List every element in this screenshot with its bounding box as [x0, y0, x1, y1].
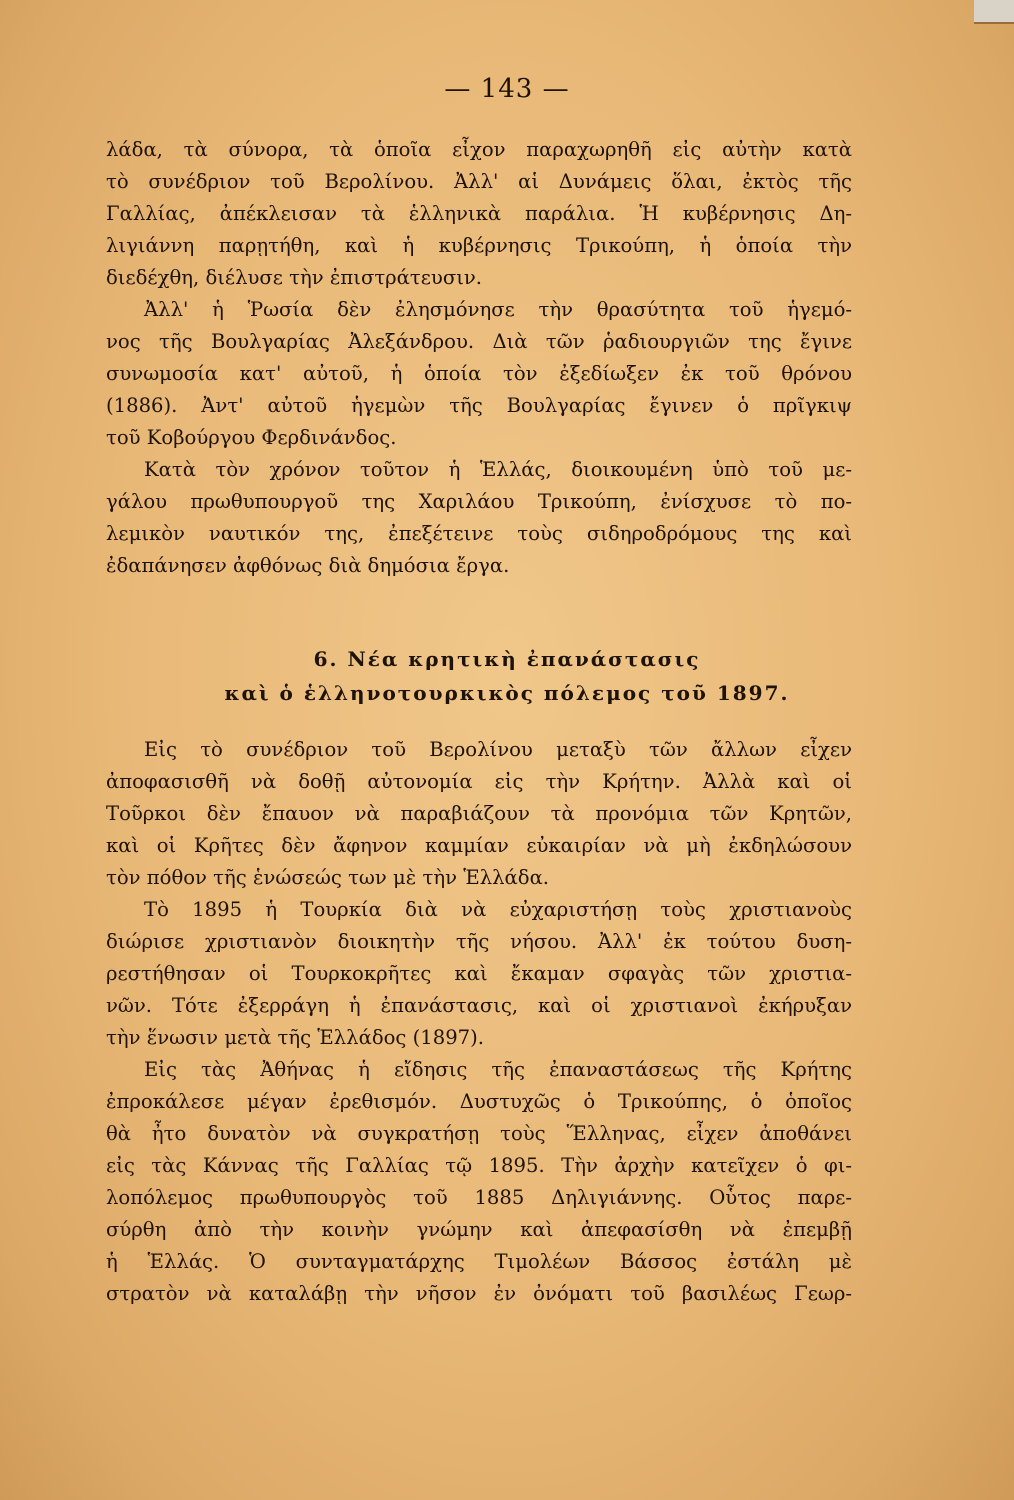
text-line: Κατὰ τὸν χρόνον τοῦτον ἡ Ἑλλάς, διοικουμένη ὑπὸ τοῦ με- [144, 458, 852, 481]
text-section-1 [106, 134, 852, 582]
text-line: Εἰς τὰς Ἀθήνας ἡ εἴδησις τῆς ἐπαναστάσεως τῆς Κρήτης [144, 1058, 852, 1081]
text-line: θὰ ἦτο δυνατὸν νὰ συγκρατήσῃ τοὺς Ἕλληνας, εἶχεν ἀποθάνει [106, 1122, 852, 1145]
text-section-2 [106, 734, 852, 1310]
text-line: τοῦ Κοβούργου Φερδινάνδος. [106, 426, 397, 449]
text-line: συνωμοσία κατ' αὐτοῦ, ἡ ὁποία τὸν ἐξεδίωξεν ἐκ τοῦ θρόνου [106, 362, 852, 385]
page-number: — 143 — [444, 74, 570, 104]
paragraph [106, 894, 852, 1054]
paragraph [106, 294, 852, 454]
text-line: τὴν ἕνωσιν μετὰ τῆς Ἑλλάδος (1897). [106, 1026, 485, 1049]
text-line: ἐδαπάνησεν ἀφθόνως διὰ δημόσια ἔργα. [106, 554, 510, 577]
text-line: λιγιάννη παρῃτήθη, καὶ ἡ κυβέρνησις Τρικούπη, ἡ ὁποία τὴν [106, 234, 852, 257]
text-line: γάλου πρωθυπουργοῦ της Χαριλάου Τρικούπη, ἐνίσχυσε τὸ πο- [106, 490, 852, 513]
paragraph [106, 1054, 852, 1310]
text-line: Ἀλλ' ἡ Ῥωσία δὲν ἐλησμόνησε τὴν θρασύτητα τοῦ ἡγεμό- [144, 298, 852, 321]
text-line: λεμικὸν ναυτικόν της, ἐπεξέτεινε τοὺς σιδηροδρόμους της καὶ [106, 522, 852, 545]
heading-line-2: καὶ ὁ ἑλληνοτουρκικὸς πόλεμος τοῦ 1897. [224, 681, 790, 705]
text-line: λοπόλεμος πρωθυπουργὸς τοῦ 1885 Δηλιγιάννης. Οὗτος παρε- [106, 1186, 852, 1209]
text-line: διεδέχθη, διέλυσε τὴν ἐπιστράτευσιν. [106, 266, 483, 289]
text-line: ἐπροκάλεσε μέγαν ἐρεθισμόν. Δυστυχῶς ὁ Τρικούπης, ὁ ὁποῖος [106, 1090, 852, 1113]
heading-line-1: 6. Νέα κρητικὴ ἐπανάστασις [313, 647, 701, 671]
text-line: λάδα, τὰ σύνορα, τὰ ὁποῖα εἶχον παραχωρηθῆ εἰς αὐτὴν κατὰ [106, 138, 852, 161]
corner-paper-mark [974, 0, 1014, 24]
text-line: ρεστήθησαν οἱ Τουρκοκρῆτες καὶ ἔκαμαν σφαγὰς τῶν χριστια- [106, 962, 852, 985]
text-line: (1886). Ἀντ' αὐτοῦ ἡγεμὼν τῆς Βουλγαρίας ἔγινεν ὁ πρῖγκιψ [106, 394, 852, 417]
text-line: καὶ οἱ Κρῆτες δὲν ἄφηνον καμμίαν εὐκαιρίαν νὰ μὴ ἐκδηλώσουν [106, 834, 852, 857]
text-line: Τοῦρκοι δὲν ἔπαυον νὰ παραβιάζουν τὰ προνόμια τῶν Κρητῶν, [106, 802, 852, 825]
text-line: τὸ συνέδριον τοῦ Βερολίνου. Ἀλλ' αἱ Δυνάμεις ὅλαι, ἐκτὸς τῆς [106, 170, 852, 193]
text-line: σύρθη ἀπὸ τὴν κοινὴν γνώμην καὶ ἀπεφασίσθη νὰ ἐπεμβῇ [106, 1218, 852, 1241]
text-line: Τὸ 1895 ἡ Τουρκία διὰ νὰ εὐχαριστήσῃ τοὺς χριστιανοὺς [144, 898, 852, 921]
text-line: ἀποφασισθῆ νὰ δοθῇ αὐτονομία εἰς τὴν Κρήτην. Ἀλλὰ καὶ οἱ [106, 770, 852, 793]
text-line: στρατὸν νὰ καταλάβῃ τὴν νῆσον ἐν ὀνόματι τοῦ βασιλέως Γεωρ- [106, 1282, 852, 1305]
paragraph [106, 734, 852, 894]
text-line: Γαλλίας, ἀπέκλεισαν τὰ ἑλληνικὰ παράλια. Ἡ κυβέρνησις Δη- [106, 202, 852, 225]
text-line: εἰς τὰς Κάννας τῆς Γαλλίας τῷ 1895. Τὴν ἀρχὴν κατεῖχεν ὁ φι- [106, 1154, 852, 1177]
paragraph [106, 454, 852, 582]
text-line: τὸν πόθον τῆς ἑνώσεώς των μὲ τὴν Ἑλλάδα. [106, 866, 550, 889]
text-line: νος τῆς Βουλγαρίας Ἀλεξάνδρου. Διὰ τῶν ῥαδιουργιῶν της ἔγινε [106, 330, 852, 353]
paragraph [106, 134, 852, 294]
section-heading [0, 642, 1014, 710]
text-line: ἡ Ἑλλάς. Ὁ συνταγματάρχης Τιμολέων Βάσσος ἐστάλη μὲ [106, 1250, 852, 1273]
text-line: νῶν. Τότε ἐξερράγη ἡ ἐπανάστασις, καὶ οἱ χριστιανοὶ ἐκήρυξαν [106, 994, 852, 1017]
text-line: διώρισε χριστιανὸν διοικητὴν τῆς νήσου. Ἀλλ' ἐκ τούτου δυση- [106, 930, 852, 953]
text-line: Εἰς τὸ συνέδριον τοῦ Βερολίνου μεταξὺ τῶν ἄλλων εἶχεν [144, 738, 852, 761]
